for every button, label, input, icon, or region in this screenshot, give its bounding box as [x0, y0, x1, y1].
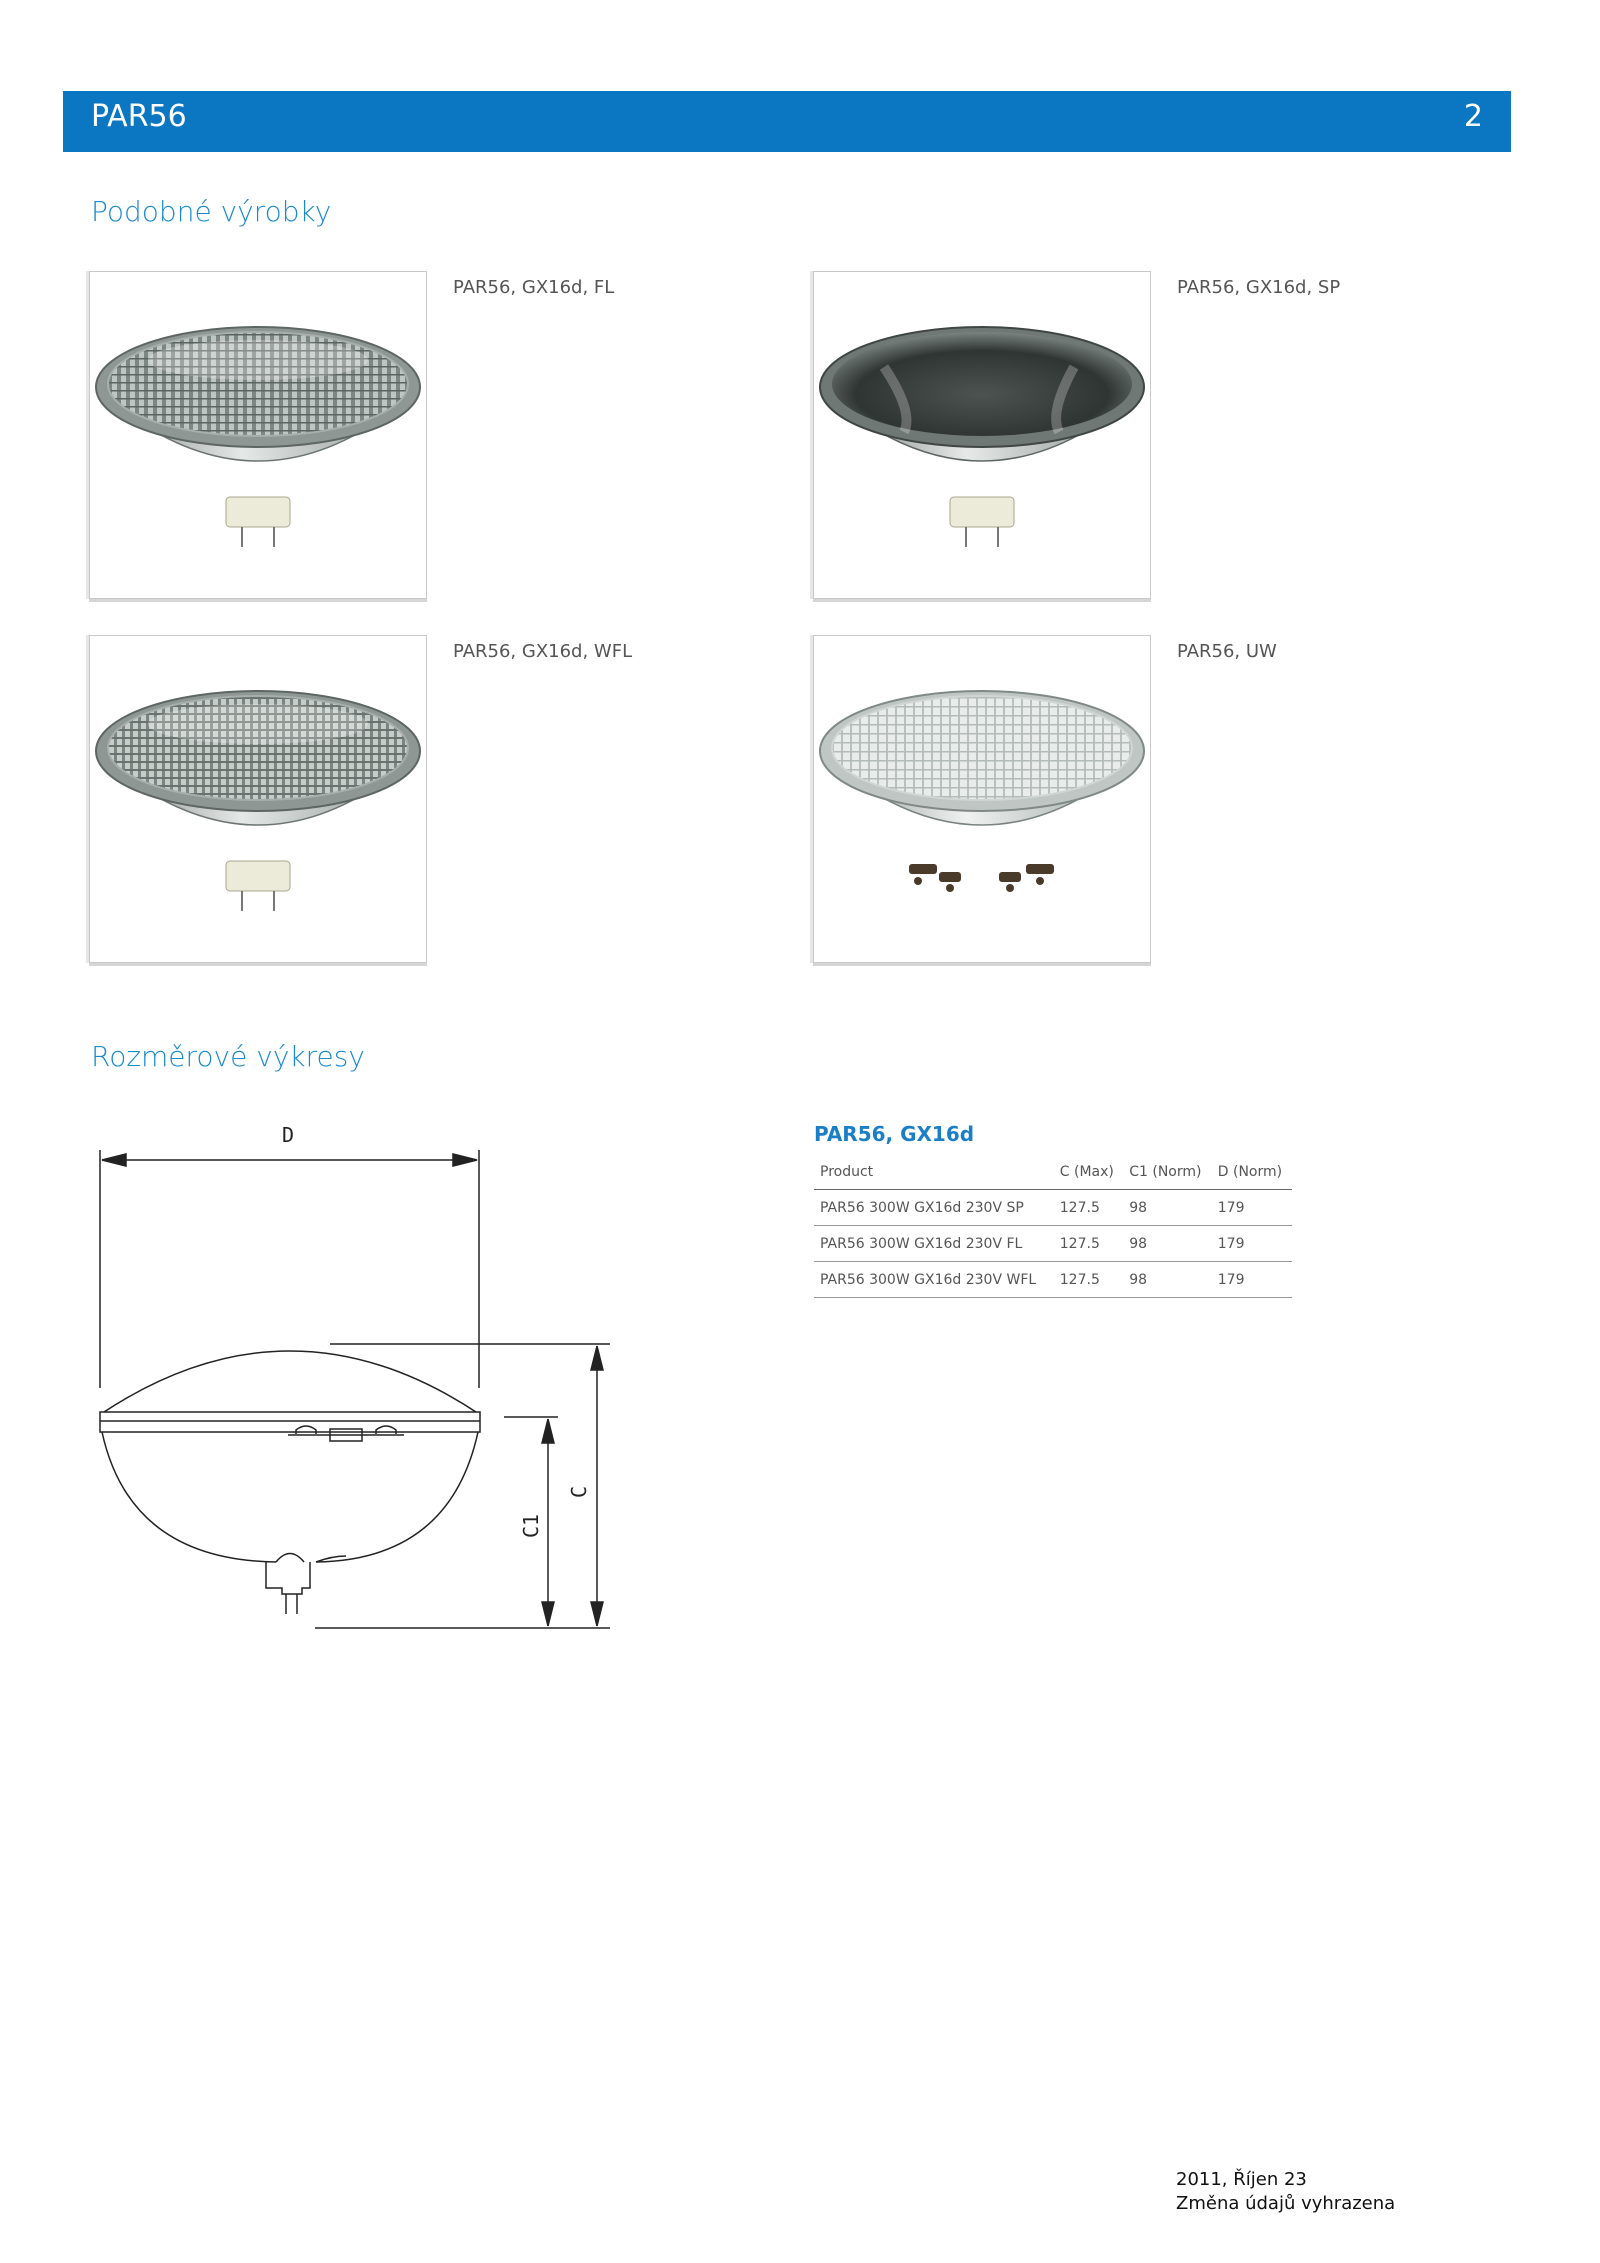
similar-products-heading: Podobné výrobky — [91, 195, 332, 228]
column-header: C (Max) — [1054, 1154, 1123, 1190]
lamp-ribbed-image — [90, 636, 426, 962]
product-caption: PAR56, UW — [1177, 641, 1277, 662]
table-row — [814, 1262, 1292, 1298]
table-cell: 127.5 — [1054, 1262, 1123, 1298]
page-title: PAR56 — [91, 99, 187, 134]
column-header: Product — [814, 1154, 1054, 1190]
product-image-frame — [813, 635, 1151, 963]
dimension-table — [814, 1154, 1292, 1298]
column-header: D (Norm) — [1212, 1154, 1292, 1190]
product-caption: PAR56, GX16d, FL — [453, 277, 615, 298]
footer-note: Změna údajů vyhrazena — [1176, 2193, 1396, 2214]
product-image-frame — [89, 635, 427, 963]
table-row — [814, 1226, 1292, 1262]
dimension-label-d: D — [281, 1123, 295, 1147]
product-image-frame — [813, 271, 1151, 599]
lamp-frosted-image — [814, 636, 1150, 962]
table-cell: 98 — [1123, 1190, 1212, 1226]
lamp-ribbed-image — [90, 272, 426, 598]
table-cell: 179 — [1212, 1190, 1292, 1226]
table-header-row — [814, 1154, 1292, 1190]
dimension-table-title: PAR56, GX16d — [814, 1122, 975, 1146]
table-row — [814, 1190, 1292, 1226]
page-number: 2 — [1463, 99, 1483, 134]
dimension-label-c: C — [567, 1485, 591, 1498]
page-header — [63, 91, 1511, 152]
lamp-clear-image — [814, 272, 1150, 598]
table-cell: 127.5 — [1054, 1190, 1123, 1226]
product-caption: PAR56, GX16d, WFL — [453, 641, 633, 662]
table-cell: 98 — [1123, 1226, 1212, 1262]
table-cell: PAR56 300W GX16d 230V FL — [814, 1226, 1054, 1262]
page-footer — [1176, 2168, 1395, 2216]
table-cell: 179 — [1212, 1226, 1292, 1262]
product-image-frame — [89, 271, 427, 599]
footer-date: 2011, Říjen 23 — [1176, 2169, 1307, 2190]
dimension-drawing — [90, 1120, 620, 1640]
table-cell: PAR56 300W GX16d 230V SP — [814, 1190, 1054, 1226]
table-cell: 179 — [1212, 1262, 1292, 1298]
dimension-label-c1: C1 — [519, 1513, 543, 1538]
product-caption: PAR56, GX16d, SP — [1177, 277, 1341, 298]
table-cell: PAR56 300W GX16d 230V WFL — [814, 1262, 1054, 1298]
table-cell: 98 — [1123, 1262, 1212, 1298]
drawings-heading: Rozměrové výkresy — [91, 1040, 365, 1073]
table-cell: 127.5 — [1054, 1226, 1123, 1262]
column-header: C1 (Norm) — [1123, 1154, 1212, 1190]
